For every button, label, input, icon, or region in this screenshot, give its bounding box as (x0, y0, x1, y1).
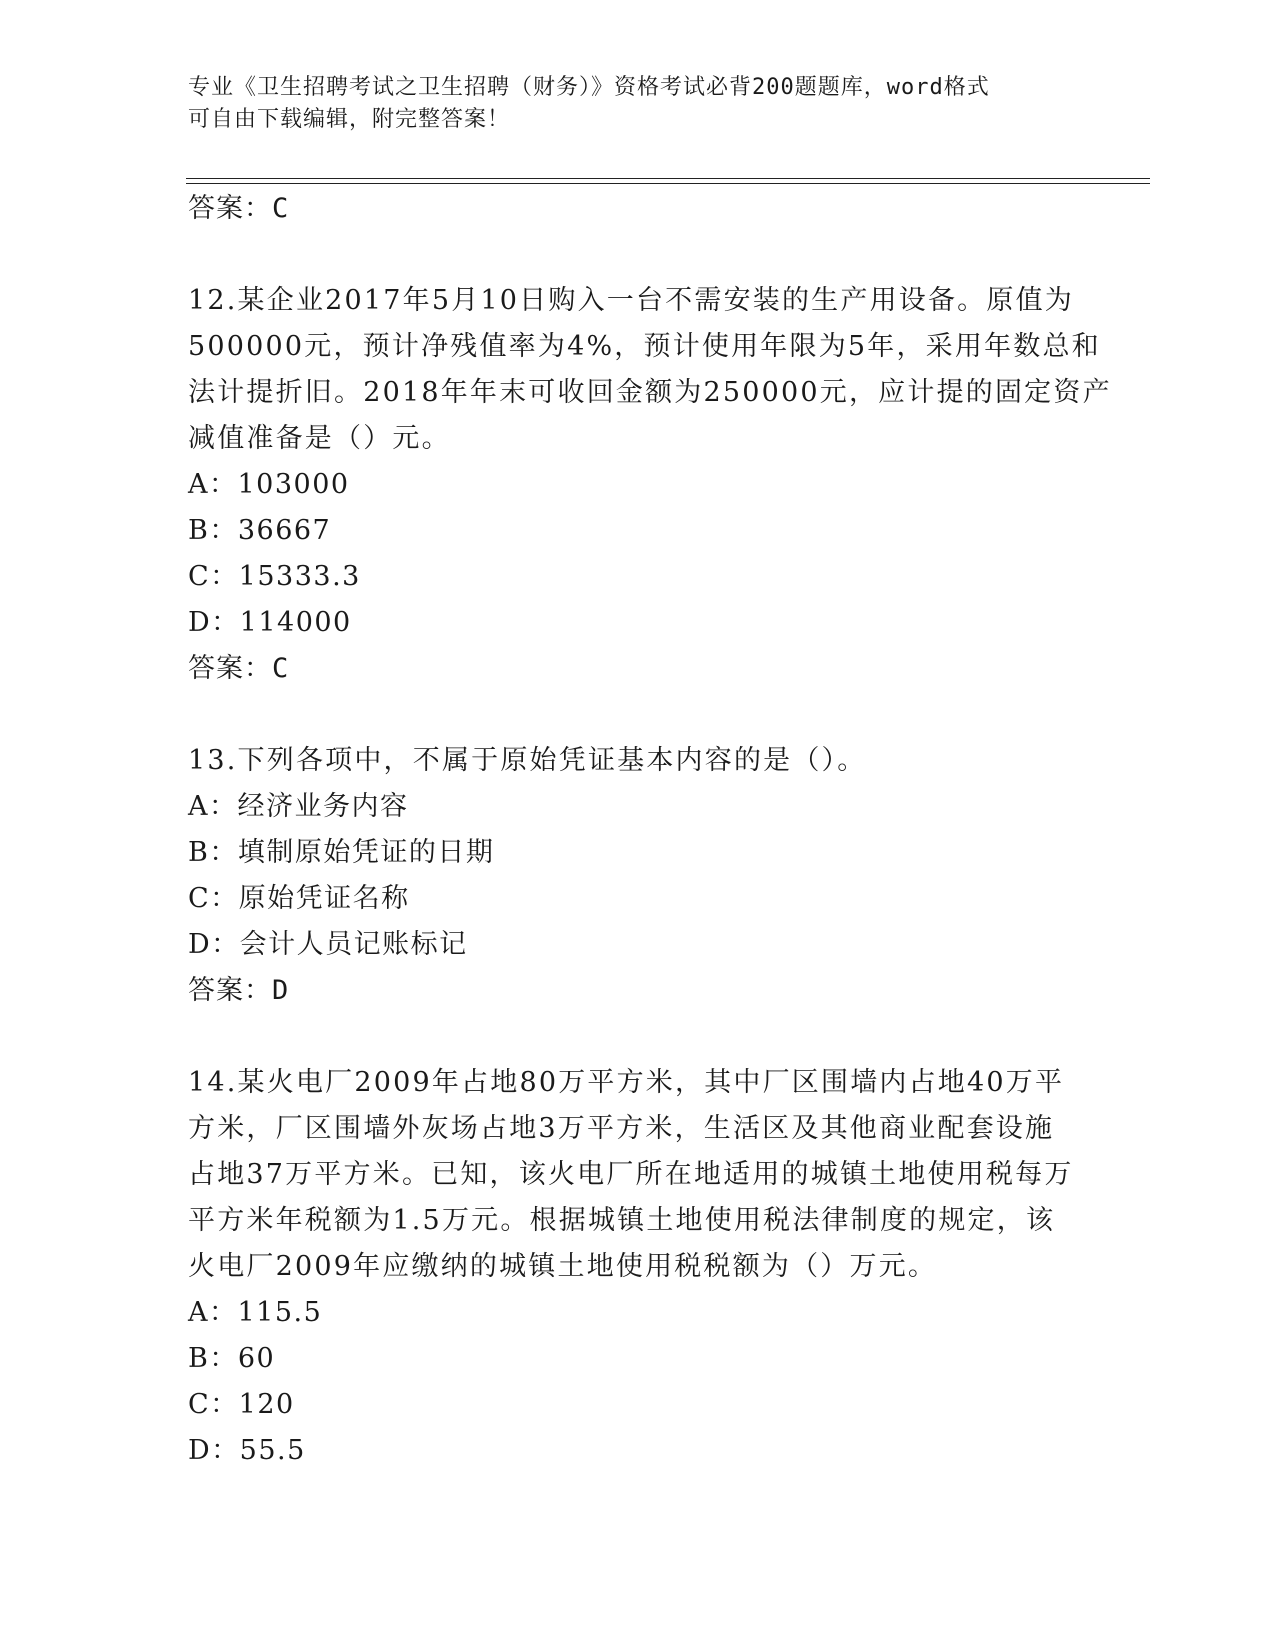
option-letter: D： (188, 1435, 240, 1466)
question-line: 火电厂2009年应缴纳的城镇土地使用税税额为（）万元。 (188, 1251, 938, 1282)
answer-label: 答案： (188, 653, 272, 684)
option-letter: C： (188, 561, 239, 592)
question-12-text (188, 278, 1112, 462)
option-b (188, 1336, 1088, 1382)
option-text: 120 (238, 1389, 295, 1420)
option-text: 115.5 (237, 1297, 323, 1328)
option-a (188, 462, 1088, 508)
option-text: 填制原始凭证的日期 (237, 837, 495, 868)
header-line-2: 可自由下载编辑，附完整答案！ (188, 107, 511, 132)
option-c (188, 554, 1088, 600)
option-text: 36667 (237, 515, 332, 546)
question-line: 减值准备是（）元。 (188, 423, 451, 454)
option-a (188, 1290, 1088, 1336)
answer-value: C (272, 193, 290, 224)
answer-value: D (272, 975, 290, 1006)
option-text: 114000 (239, 607, 352, 638)
option-text: 15333.3 (238, 561, 361, 592)
answer-value: C (272, 653, 290, 684)
header-rule-bottom (186, 183, 1150, 184)
question-13-text (188, 738, 1088, 784)
answer-q13 (188, 968, 1088, 1014)
option-text: 会计人员记账标记 (239, 929, 468, 960)
option-text: 103000 (237, 469, 350, 500)
header-line-1: 专业《卫生招聘考试之卫生招聘（财务）》资格考试必背200题题库，word格式 (188, 75, 990, 100)
option-c (188, 1382, 1088, 1428)
option-letter: A： (188, 791, 238, 822)
question-line: 方米，厂区围墙外灰场占地3万平方米，生活区及其他商业配套设施 (188, 1113, 1055, 1144)
option-a (188, 784, 1088, 830)
question-line: 14.某火电厂2009年占地80万平方米，其中厂区围墙内占地40万平 (188, 1067, 1065, 1098)
page-header (188, 72, 1088, 136)
option-letter: C： (188, 883, 239, 914)
option-letter: D： (188, 929, 240, 960)
option-b (188, 830, 1088, 876)
answer-label: 答案： (188, 193, 272, 224)
question-line: 500000元，预计净残值率为4%，预计使用年限为5年，采用年数总和 (188, 331, 1101, 362)
header-rule-top (186, 178, 1150, 179)
option-text: 60 (237, 1343, 276, 1374)
option-letter: B： (188, 1343, 238, 1374)
answer-q11 (188, 186, 1088, 232)
option-letter: A： (188, 469, 238, 500)
option-d (188, 922, 1088, 968)
question-line: 平方米年税额为1.5万元。根据城镇土地使用税法律制度的规定，该 (188, 1205, 1056, 1236)
answer-q12 (188, 646, 1088, 692)
question-line: 12.某企业2017年5月10日购入一台不需安装的生产用设备。原值为 (188, 285, 1074, 316)
option-letter: B： (188, 837, 238, 868)
option-letter: C： (188, 1389, 239, 1420)
option-b (188, 508, 1088, 554)
option-text: 经济业务内容 (237, 791, 409, 822)
option-d (188, 1428, 1088, 1474)
question-line: 法计提折旧。2018年年末可收回金额为250000元，应计提的固定资产 (188, 377, 1112, 408)
option-letter: D： (188, 607, 240, 638)
question-list (188, 186, 1112, 1474)
option-d (188, 600, 1088, 646)
option-c (188, 876, 1088, 922)
question-14-text (188, 1060, 1088, 1290)
option-letter: A： (188, 1297, 238, 1328)
option-text: 原始凭证名称 (238, 883, 410, 914)
question-line: 占地37万平方米。已知，该火电厂所在地适用的城镇土地使用税每万 (188, 1159, 1074, 1190)
option-text: 55.5 (239, 1435, 306, 1466)
option-letter: B： (188, 515, 238, 546)
question-line: 13.下列各项中，不属于原始凭证基本内容的是（）。 (188, 745, 867, 776)
answer-label: 答案： (188, 975, 272, 1006)
